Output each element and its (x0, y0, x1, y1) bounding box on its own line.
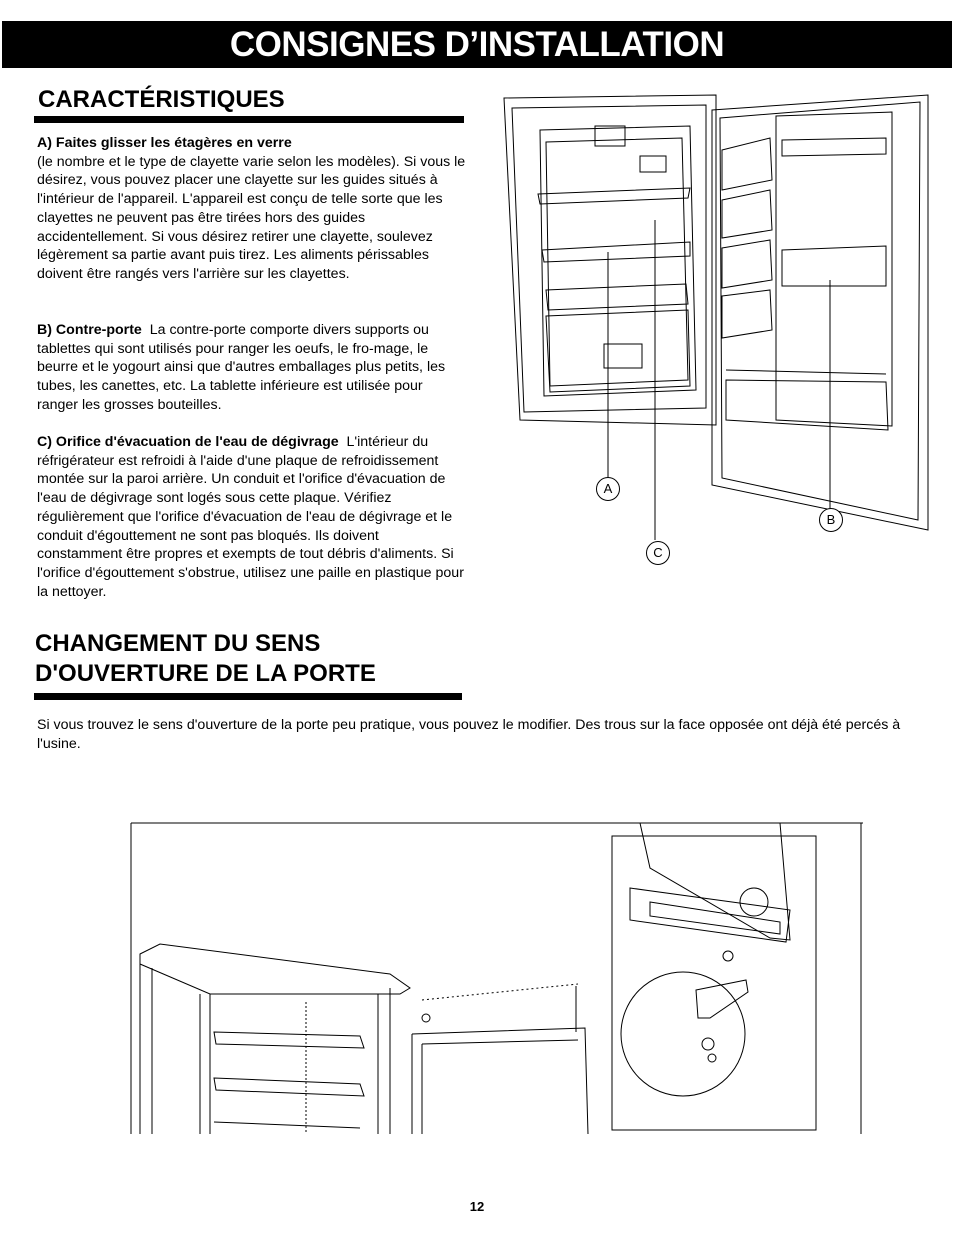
callout-a: A (596, 477, 620, 501)
title-banner (2, 21, 952, 68)
section-heading-caracteristiques: CARACTÉRISTIQUES (38, 86, 285, 113)
section-heading-changement-line1: CHANGEMENT DU SENS (35, 630, 321, 657)
paragraph-c-body: L'intérieur du réfrigérateur est refroidi à l'aide d'une plaque de refroidissement montée sur la paroi arrière. Un conduit et l'orifice d'évacuation de l'eau de dégivrage sont logés sous cette plaque. Vérifiez régulièrement que l'orifice d'évacuation de l'eau de dégivrage et le conduit d'égouttement ne sont pas bloqués. Ils doivent constamment être propres et exempts de tout débris d'aliments. Si l'orifice d'égouttement s'obstrue, utilisez une paille en plastique pour la nettoyer. (37, 434, 464, 600)
page-title: CONSIGNES D’INSTALLATION (229, 25, 725, 64)
heading-rule (34, 693, 462, 700)
paragraph-c-title: C) Orifice d'évacuation de l'eau de dégivrage (37, 434, 339, 450)
heading-rule (34, 116, 464, 123)
paragraph-a-body: (le nombre et le type de clayette varie selon les modèles). Si vous le désirez, vous pouvez placer une clayette sur les guides situés à l'intérieur de l'appareil. L'appareil est conçu de telle sorte que les clayettes ne peuvent pas être tirées hors des guides accidentellement. Si vous désirez retirer une clayette, soulevez légèrement sa partie avant puis tirez. Les aliments périssables doivent être rangés vers l'arrière sur les clayettes. (37, 153, 466, 282)
paragraph-b-title: B) Contre-porte (37, 322, 142, 338)
intro-paragraph: Si vous trouvez le sens d'ouverture de la porte peu pratique, vous pouvez le modifier. Des trous sur la face opposée ont déjà été percés à l'usine. (37, 717, 901, 752)
paragraph-b (37, 321, 467, 415)
callout-c: C (646, 541, 670, 565)
paragraph-a (37, 134, 467, 284)
refrigerator-open-illustration (500, 90, 930, 580)
page-number: 12 (469, 1199, 485, 1214)
section-heading-changement-line2: D'OUVERTURE DE LA PORTE (35, 660, 376, 687)
paragraph-a-title: A) Faites glisser les étagères en verre (37, 135, 292, 151)
door-reversal-illustration (130, 822, 864, 1134)
paragraph-c (37, 433, 467, 601)
paragraph-b-body: La contre-porte comporte divers supports ou tablettes qui sont utilisés pour ranger les oeufs, le fro-mage, le beurre et le yogourt ainsi que d'autres emballages plus petits, les tubes, les canettes, etc. La tablette inférieure est utilisée pour ranger les grosses bouteilles. (37, 322, 446, 413)
callout-b: B (819, 508, 843, 532)
